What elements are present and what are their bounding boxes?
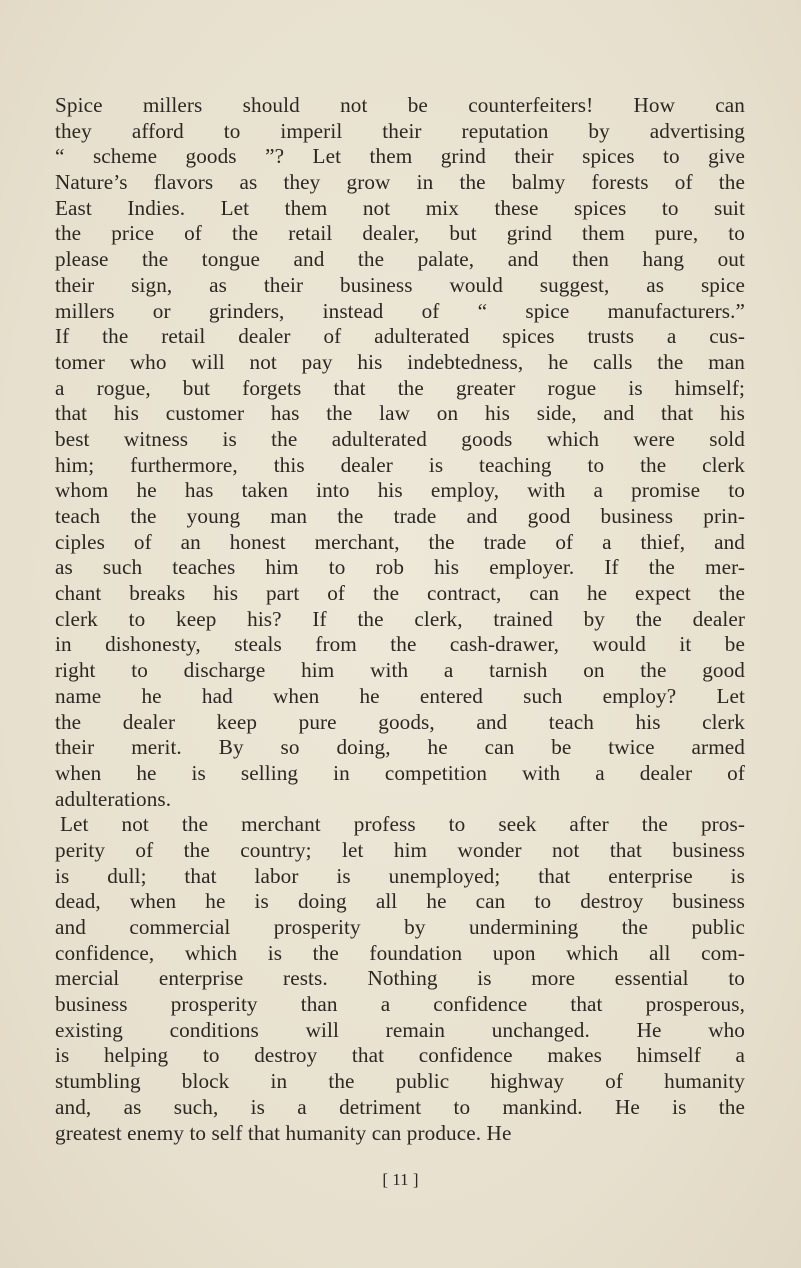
text-line: chant breaks his part of the contract, can he expect the: [55, 581, 745, 606]
text-line: they afford to imperil their reputation by advertising: [55, 118, 745, 143]
text-line: Nature’s flavors as they grow in the balmy forests of the: [55, 170, 745, 195]
text-line: “ scheme goods ”? Let them grind their spices to give: [55, 144, 745, 169]
text-line: existing conditions will remain unchanged. He who: [55, 1017, 745, 1042]
text-line: whom he has taken into his employ, with a promise to: [55, 478, 745, 503]
text-line: is dull; that labor is unemployed; that enterprise is: [55, 863, 745, 888]
text-line: him; furthermore, this dealer is teaching to the clerk: [55, 452, 745, 477]
page-number: [ 11 ]: [382, 1170, 419, 1189]
text-line: in dishonesty, steals from the cash-drawer, would it be: [55, 632, 745, 657]
text-line: their sign, as their business would suggest, as spice: [55, 272, 745, 297]
text-line: and, as such, is a detriment to mankind. He is the: [55, 1094, 745, 1119]
text-line: the price of the retail dealer, but grind them pure, to: [55, 221, 745, 246]
text-line: If the retail dealer of adulterated spices trusts a cus-: [55, 324, 745, 349]
text-line: Spice millers should not be counterfeiters! How can: [55, 93, 745, 117]
text-line: perity of the country; let him wonder not that business: [55, 837, 745, 862]
text-line: that his customer has the law on his side, and that his: [55, 401, 745, 426]
text-line: as such teaches him to rob his employer. If the mer-: [55, 555, 745, 580]
text-line: and commercial prosperity by undermining the public: [55, 915, 745, 939]
text-line: business prosperity than a confidence that prosperous,: [55, 992, 745, 1017]
text-line: name he had when he entered such employ? Let: [55, 683, 745, 708]
text-line: a rogue, but forgets that the greater rogue is himself;: [55, 375, 745, 400]
body-text: [55, 93, 745, 1146]
text-line: stumbling block in the public highway of humanity: [55, 1069, 745, 1094]
text-line: their merit. By so doing, he can be twice armed: [55, 735, 745, 760]
text-line: greatest enemy to self that humanity can produce. He: [55, 1120, 512, 1145]
text-line: tomer who will not pay his indebtedness, he calls the man: [55, 349, 745, 374]
text-line: confidence, which is the foundation upon which all com-: [55, 940, 745, 965]
text-line: millers or grinders, instead of “ spice manufacturers.”: [55, 298, 745, 323]
text-line: Let not the merchant profess to seek after the pros-: [60, 812, 745, 837]
text-line: is helping to destroy that confidence makes himself a: [55, 1043, 745, 1068]
text-line: dead, when he is doing all he can to destroy business: [55, 889, 745, 914]
text-line: East Indies. Let them not mix these spices to suit: [55, 195, 745, 220]
text-line: teach the young man the trade and good business prin-: [55, 504, 745, 528]
text-line: when he is selling in competition with a dealer of: [55, 760, 745, 785]
text-line: right to discharge him with a tarnish on the good: [55, 658, 745, 683]
text-line: clerk to keep his? If the clerk, trained by the dealer: [55, 606, 745, 631]
text-line: ciples of an honest merchant, the trade of a thief, and: [55, 529, 745, 554]
text-line: adulterations.: [55, 786, 172, 811]
text-line: the dealer keep pure goods, and teach his clerk: [55, 709, 745, 734]
text-line: mercial enterprise rests. Nothing is more essential to: [55, 966, 745, 991]
text-line: best witness is the adulterated goods which were sold: [55, 426, 745, 451]
text-line: please the tongue and the palate, and then hang out: [55, 247, 745, 272]
